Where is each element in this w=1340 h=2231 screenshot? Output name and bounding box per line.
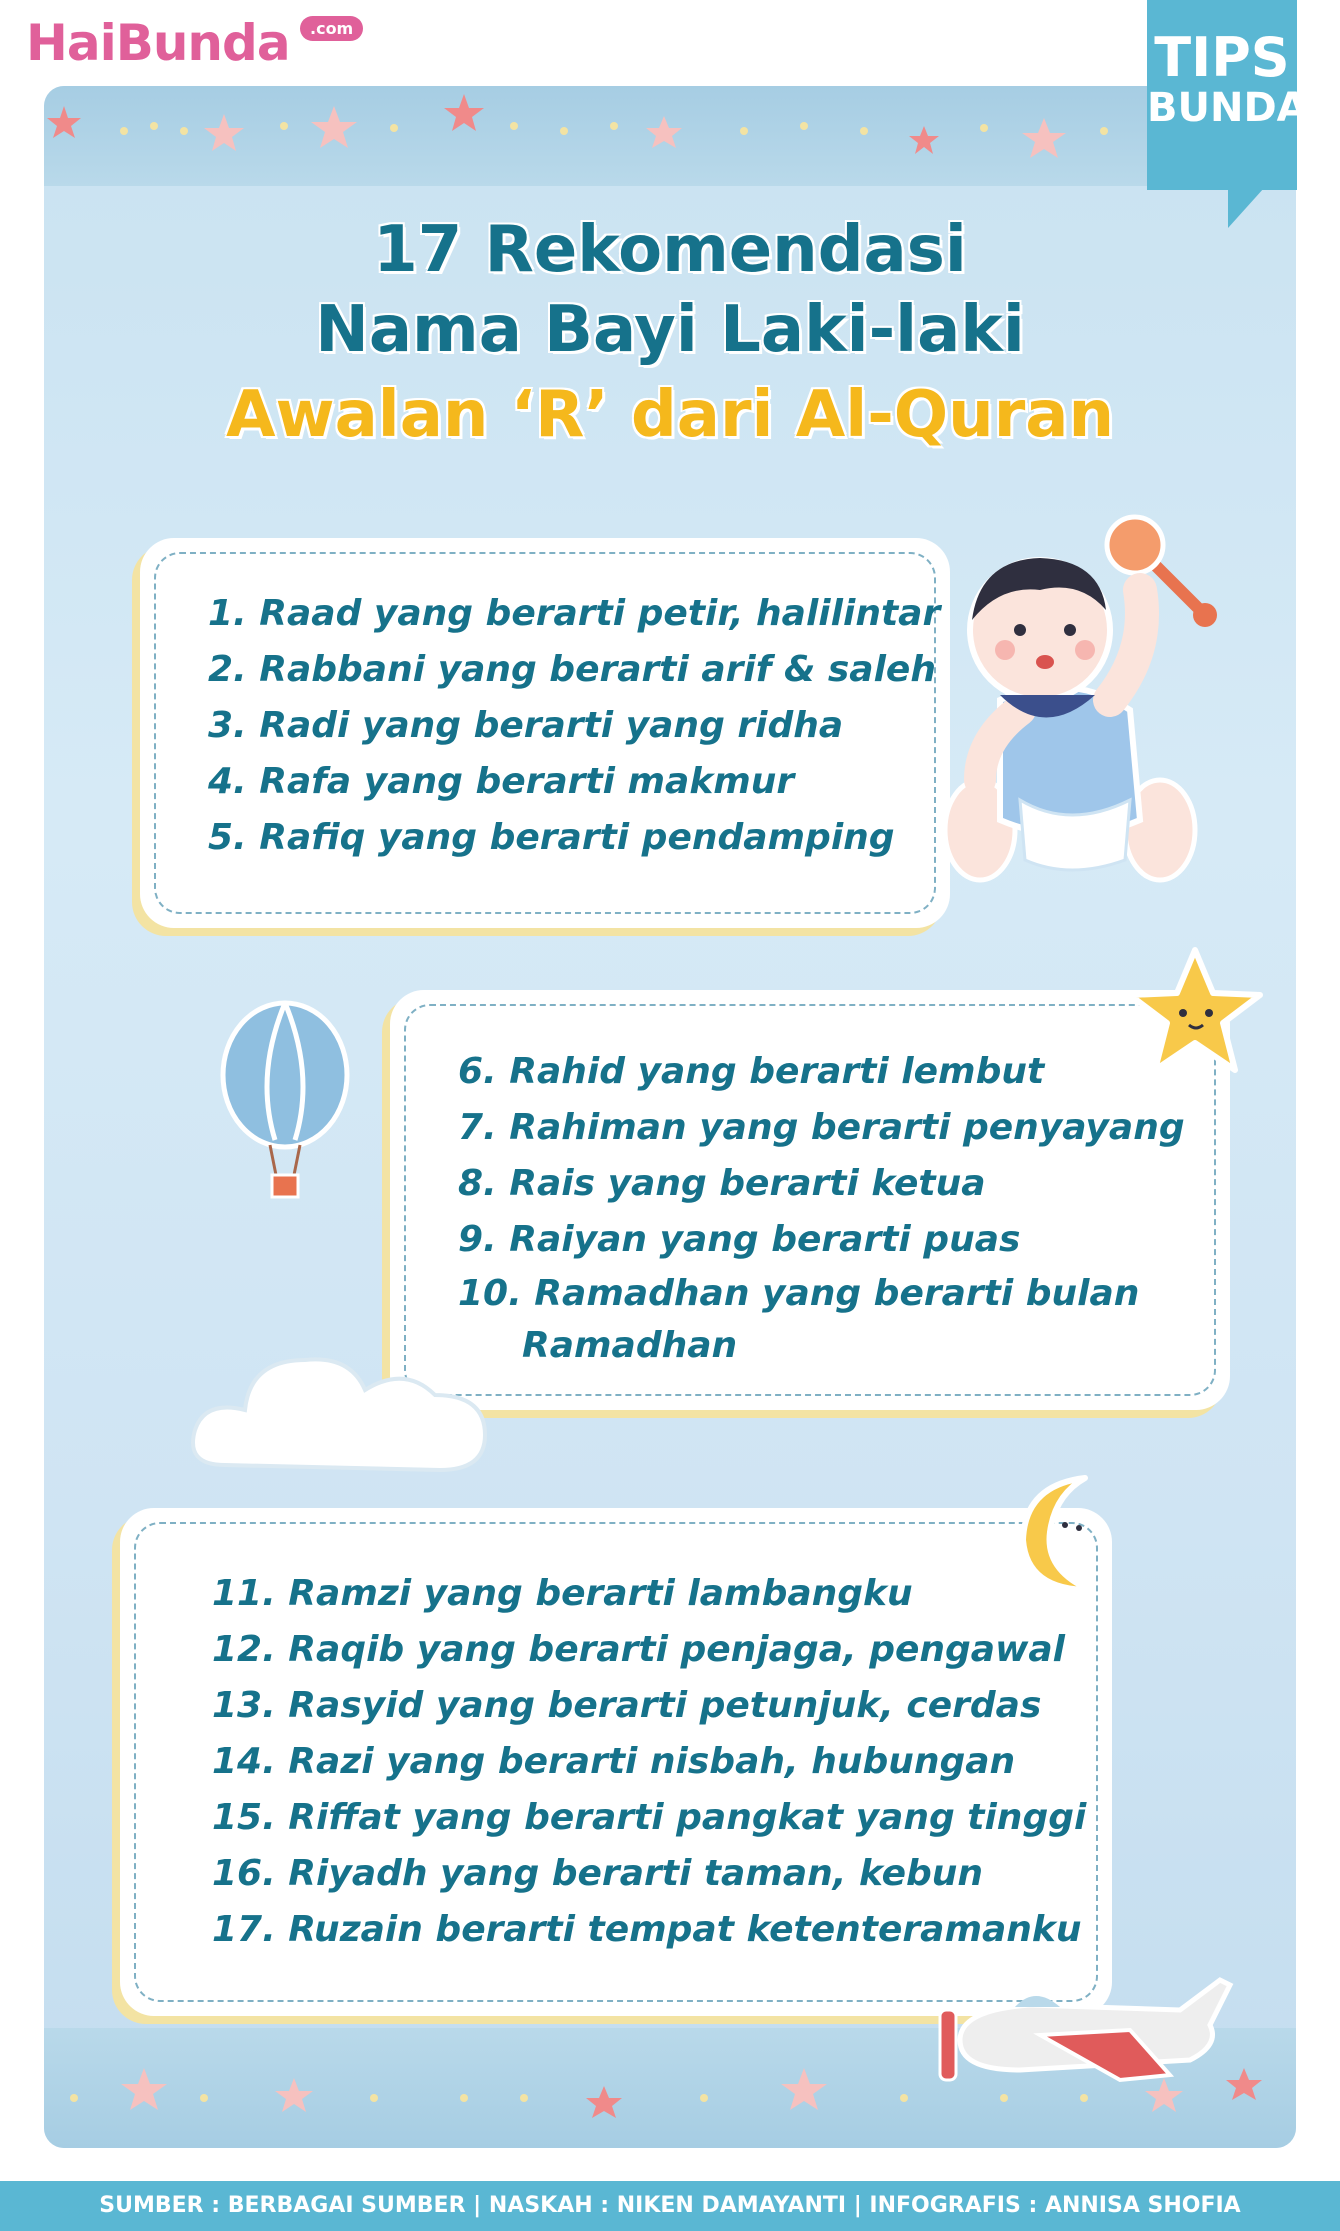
list-item: 2. Rabbani yang berarti arif & saleh	[208, 649, 936, 690]
smiling-star-icon	[1125, 945, 1265, 1080]
names-card-1	[140, 538, 950, 928]
list-item: 16. Riyadh yang berarti taman, kebun	[212, 1853, 984, 1894]
baby-icon	[945, 558, 1195, 880]
list-item: 9. Raiyan yang berarti puas	[458, 1219, 1021, 1260]
title-line-1: 17 Rekomendasi	[373, 213, 967, 287]
star-icon	[1022, 118, 1066, 158]
list-item: 10. Ramadhan yang berarti bulan Ramadhan	[458, 1273, 1140, 1366]
list-item: 6. Rahid yang berarti lembut	[458, 1051, 1045, 1092]
names-card-2	[390, 990, 1230, 1410]
list-item: 15. Riffat yang berarti pangkat yang tinggi	[212, 1797, 1087, 1838]
star-icon	[47, 106, 81, 138]
list-item: 12. Raqib yang berarti penjaga, pengawal	[212, 1629, 1065, 1670]
names-list-2	[390, 990, 1230, 1372]
list-item: 11. Ramzi yang berarti lambangku	[212, 1573, 913, 1614]
title-line-3: Awalan ‘R’ dari Al-Quran	[225, 378, 1115, 452]
star-icon	[204, 114, 244, 151]
top-stars-decoration	[44, 85, 1308, 186]
list-item: 7. Rahiman yang berarti penyayang	[458, 1107, 1185, 1148]
hot-air-balloon-icon	[210, 1000, 360, 1220]
list-item: 4. Rafa yang berarti makmur	[208, 761, 795, 802]
star-icon	[275, 2078, 313, 2112]
names-list-1	[140, 538, 950, 866]
rattle-icon	[1107, 517, 1217, 627]
star-icon	[121, 2068, 167, 2110]
star-icon	[444, 94, 484, 131]
crescent-moon-icon	[1005, 1470, 1125, 1600]
list-item: 5. Rafiq yang berarti pendamping	[208, 817, 895, 858]
title-line-2: Nama Bayi Laki-laki	[315, 293, 1025, 367]
brand-logo[interactable]: HaiBunda	[26, 14, 290, 72]
names-list-3	[120, 1508, 1112, 1958]
cloud-icon	[185, 1335, 505, 1505]
airplane-icon	[920, 1965, 1250, 2115]
star-icon	[586, 2086, 622, 2118]
badge-line-2: BUNDA	[1147, 85, 1308, 131]
list-item: 8. Rais yang berarti ketua	[458, 1163, 986, 1204]
star-icon	[781, 2068, 827, 2110]
names-card-3	[120, 1508, 1112, 2016]
star-icon	[909, 126, 939, 154]
tips-bunda-badge	[1147, 0, 1308, 190]
star-icon	[311, 106, 357, 148]
page-title	[0, 210, 1340, 460]
list-item: 13. Rasyid yang berarti petunjuk, cerdas	[212, 1685, 1042, 1726]
list-item: 14. Razi yang berarti nisbah, hubungan	[212, 1741, 1016, 1782]
list-item: 17. Ruzain berarti tempat ketenteramanku	[212, 1909, 1082, 1950]
brand-logo-suffix: .com	[300, 16, 363, 41]
list-item: 3. Radi yang berarti yang ridha	[208, 705, 844, 746]
credits-footer: SUMBER : BERBAGAI SUMBER | NASKAH : NIKEN DAMAYANTI | INFOGRAFIS : ANNISA SHOFIA	[0, 2181, 1340, 2231]
badge-line-1: TIPS	[1154, 26, 1290, 89]
star-icon	[646, 116, 682, 148]
list-item: 1. Raad yang berarti petir, halilintar	[208, 593, 941, 634]
baby-illustration	[880, 500, 1240, 920]
